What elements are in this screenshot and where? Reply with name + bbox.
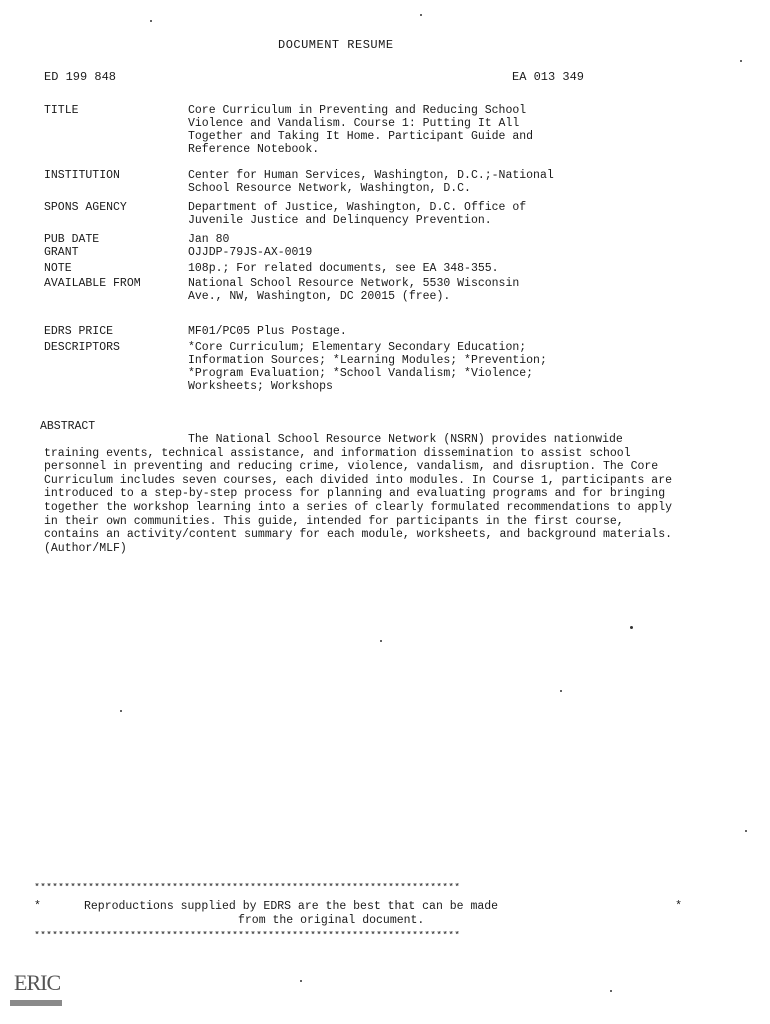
- edge-star-right: *: [675, 900, 682, 913]
- scan-speck: [740, 60, 742, 62]
- field-label: INSTITUTION: [44, 169, 120, 182]
- field-value: 108p.; For related documents, see EA 348-355.: [188, 262, 499, 275]
- field-value: Core Curriculum in Preventing and Reducing School Violence and Vandalism. Course 1: Putting It All Together and Taking It Home. Participant Guide and Reference Notebook.: [188, 104, 534, 156]
- edge-star-left: *: [34, 900, 41, 913]
- scan-speck: [150, 20, 152, 22]
- field-value: OJJDP-79JS-AX-0019: [188, 246, 313, 259]
- field-value: Jan 80: [188, 233, 230, 246]
- field-label: AVAILABLE FROM: [44, 277, 141, 290]
- stars-top-rule: ***********************************************************************: [34, 883, 461, 894]
- stars-bottom-rule: ***********************************************************************: [34, 931, 461, 942]
- field-value: Department of Justice, Washington, D.C. Office of Juvenile Justice and Delinquency Prevention.: [188, 201, 527, 227]
- document-title: DOCUMENT RESUME: [278, 38, 394, 52]
- field-label: GRANT: [44, 246, 79, 259]
- scan-speck: [420, 14, 422, 16]
- eric-logo: [6, 966, 66, 1010]
- notice-line-2: from the original document.: [238, 914, 425, 927]
- eric-logo-bar: [10, 1000, 62, 1006]
- scan-speck: [610, 990, 612, 992]
- ed-number: ED 199 848: [44, 70, 117, 84]
- field-label: TITLE: [44, 104, 79, 117]
- scan-speck: [630, 626, 633, 629]
- field-value: National School Resource Network, 5530 Wisconsin Ave., NW, Washington, DC 20015 (free).: [188, 277, 520, 303]
- scan-speck: [120, 710, 122, 712]
- field-label: SPONS AGENCY: [44, 201, 127, 214]
- field-label: NOTE: [44, 262, 72, 275]
- scan-speck: [380, 640, 382, 642]
- abstract-text: The National School Resource Network (NSRN) provides nationwide training events, technical assistance, and information dissemination to assist school personnel in preventing and reducing crime, violence, vandalism, and disruption. The Core Curriculum includes seven courses, each divided into modules. In Course 1, participants are introduced to a step-by-step process for planning and evaluating programs and for bringing together the workshop learning into a series of clearly formulated recommendations to apply in their own communities. This guide, intended for participants in the first course, contains an activity/content summary for each module, worksheets, and background materials. (Author/MLF): [44, 433, 673, 555]
- field-value: MF01/PC05 Plus Postage.: [188, 325, 347, 338]
- field-label: PUB DATE: [44, 233, 100, 246]
- field-value: Center for Human Services, Washington, D.C.;-National School Resource Network, Washington, D.C.: [188, 169, 554, 195]
- field-label: DESCRIPTORS: [44, 341, 120, 354]
- scan-speck: [745, 830, 747, 832]
- notice-line-1: Reproductions supplied by EDRS are the best that can be made: [84, 900, 499, 913]
- ea-number: EA 013 349: [512, 70, 585, 84]
- field-value: *Core Curriculum; Elementary Secondary Education; Information Sources; *Learning Modules; *Prevention; *Program Evaluation; *School Vandalism; *Violence; Worksheets; Workshops: [188, 341, 547, 393]
- abstract-label: ABSTRACT: [40, 420, 96, 433]
- eric-logo-text: ERIC: [14, 970, 61, 995]
- scan-speck: [560, 690, 562, 692]
- field-label: EDRS PRICE: [44, 325, 114, 338]
- scan-speck: [300, 980, 302, 982]
